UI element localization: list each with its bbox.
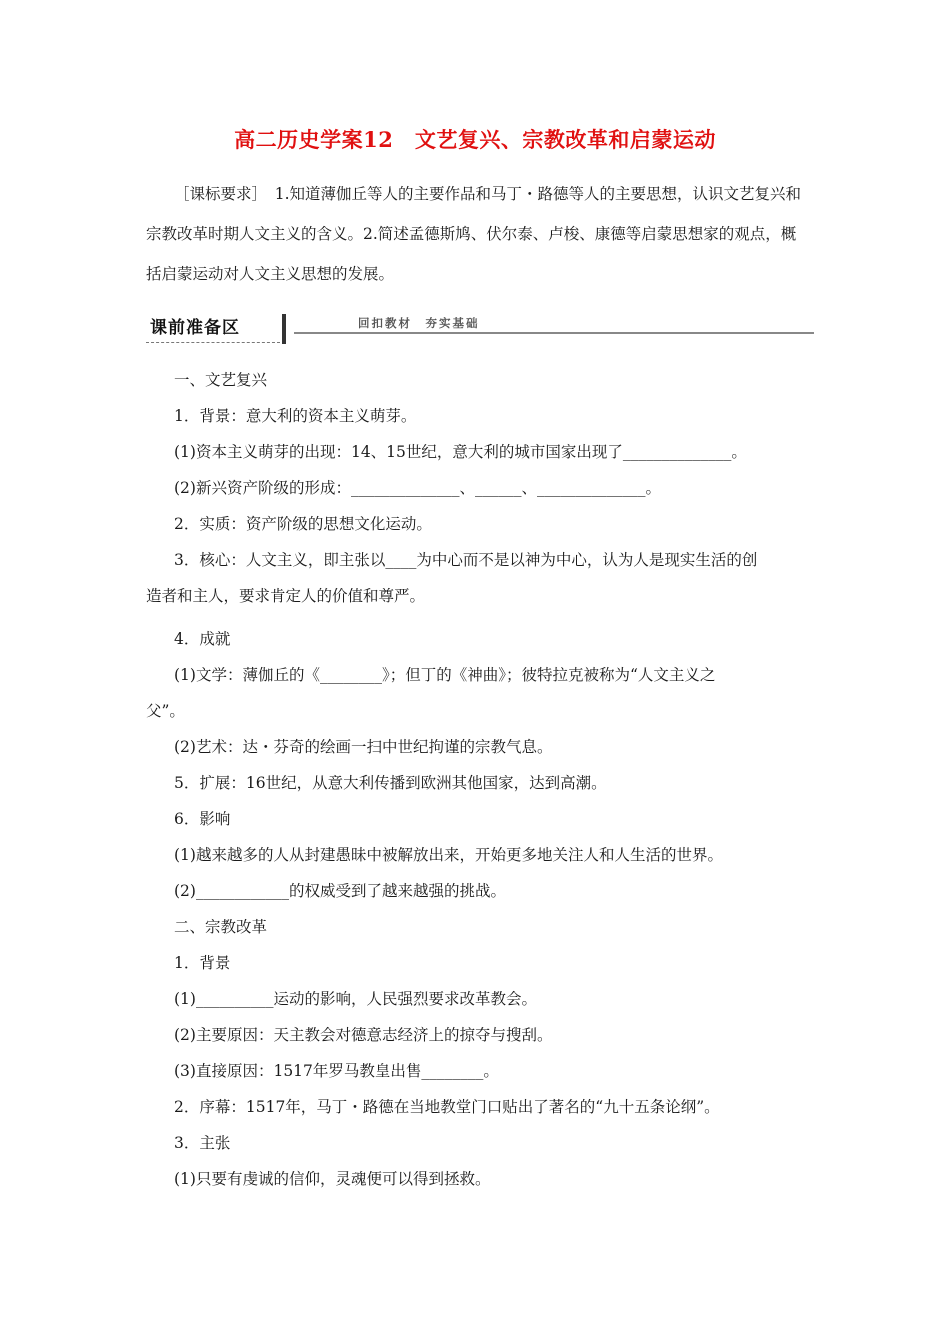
- subitem-capitalism-emergence: (1)资本主义萌芽的出现：14、15世纪，意大利的城市国家出现了______________。: [174, 443, 747, 461]
- heading-renaissance: 一、文艺复兴: [174, 371, 268, 389]
- item-core-continued: 造者和主人，要求肯定人的价值和尊严。: [146, 587, 426, 605]
- subitem-direct-cause: (3)直接原因：1517年罗马教皇出售________。: [174, 1062, 499, 1080]
- banner-rule: [294, 332, 814, 334]
- subitem-movement-influence: (1)__________运动的影响，人民强烈要求改革教会。: [174, 990, 537, 1008]
- item-proposition: 3．主张: [174, 1134, 231, 1152]
- curriculum-requirements: ［课标要求］ 1.知道薄伽丘等人的主要作品和马丁・路德等人的主要思想，认识文艺复兴和宗教改革时期人文主义的含义。2.简述孟德斯鸠、伏尔泰、卢梭、康德等启蒙思想家的观点，概括启蒙运动对人文主义思想的发展。: [146, 185, 802, 283]
- item-background: 1．背景：意大利的资本主义萌芽。: [174, 407, 417, 425]
- banner-subtitle: 回扣教材 夯实基础: [358, 316, 480, 330]
- item-reformation-background: 1．背景: [174, 954, 231, 972]
- item-essence: 2．实质：资产阶级的思想文化运动。: [174, 515, 432, 533]
- subitem-literature-continued: 父”。: [146, 702, 185, 720]
- banner-dashed-underline: [146, 342, 280, 343]
- item-core: 3．核心：人文主义，即主张以____为中心而不是以神为中心，认为人是现实生活的创: [174, 551, 758, 569]
- lesson-content: [146, 362, 810, 1197]
- item-influence: 6．影响: [174, 810, 231, 828]
- subitem-art: (2)艺术：达・芬奇的绘画一扫中世纪拘谨的宗教气息。: [174, 738, 553, 756]
- banner-title: 课前准备区: [150, 318, 240, 338]
- item-prelude: 2．序幕：1517年，马丁・路德在当地教堂门口贴出了著名的“九十五条论纲”。: [174, 1098, 720, 1116]
- item-expansion: 5．扩展：16世纪，从意大利传播到欧洲其他国家，达到高潮。: [174, 774, 607, 792]
- subitem-literature: (1)文学：薄伽丘的《________》；但丁的《神曲》；彼特拉克被称为“人文主义之: [174, 666, 716, 684]
- subitem-faith-salvation: (1)只要有虔诚的信仰，灵魂便可以得到拯救。: [174, 1170, 491, 1188]
- subitem-liberation: (1)越来越多的人从封建愚昧中被解放出来，开始更多地关注人和人生活的世界。: [174, 846, 723, 864]
- subitem-authority-challenged: (2)____________的权威受到了越来越强的挑战。: [174, 882, 506, 900]
- subitem-main-cause: (2)主要原因：天主教会对德意志经济上的掠夺与搜刮。: [174, 1026, 553, 1044]
- section-banner: [146, 312, 814, 344]
- banner-vertical-bar: [282, 314, 286, 344]
- subitem-bourgeoisie-formation: (2)新兴资产阶级的形成：______________、______、______________。: [174, 479, 661, 497]
- document-title: 高二历史学案12 文艺复兴、宗教改革和启蒙运动: [234, 127, 716, 152]
- item-achievements: 4．成就: [174, 630, 231, 648]
- heading-reformation: 二、宗教改革: [174, 918, 268, 936]
